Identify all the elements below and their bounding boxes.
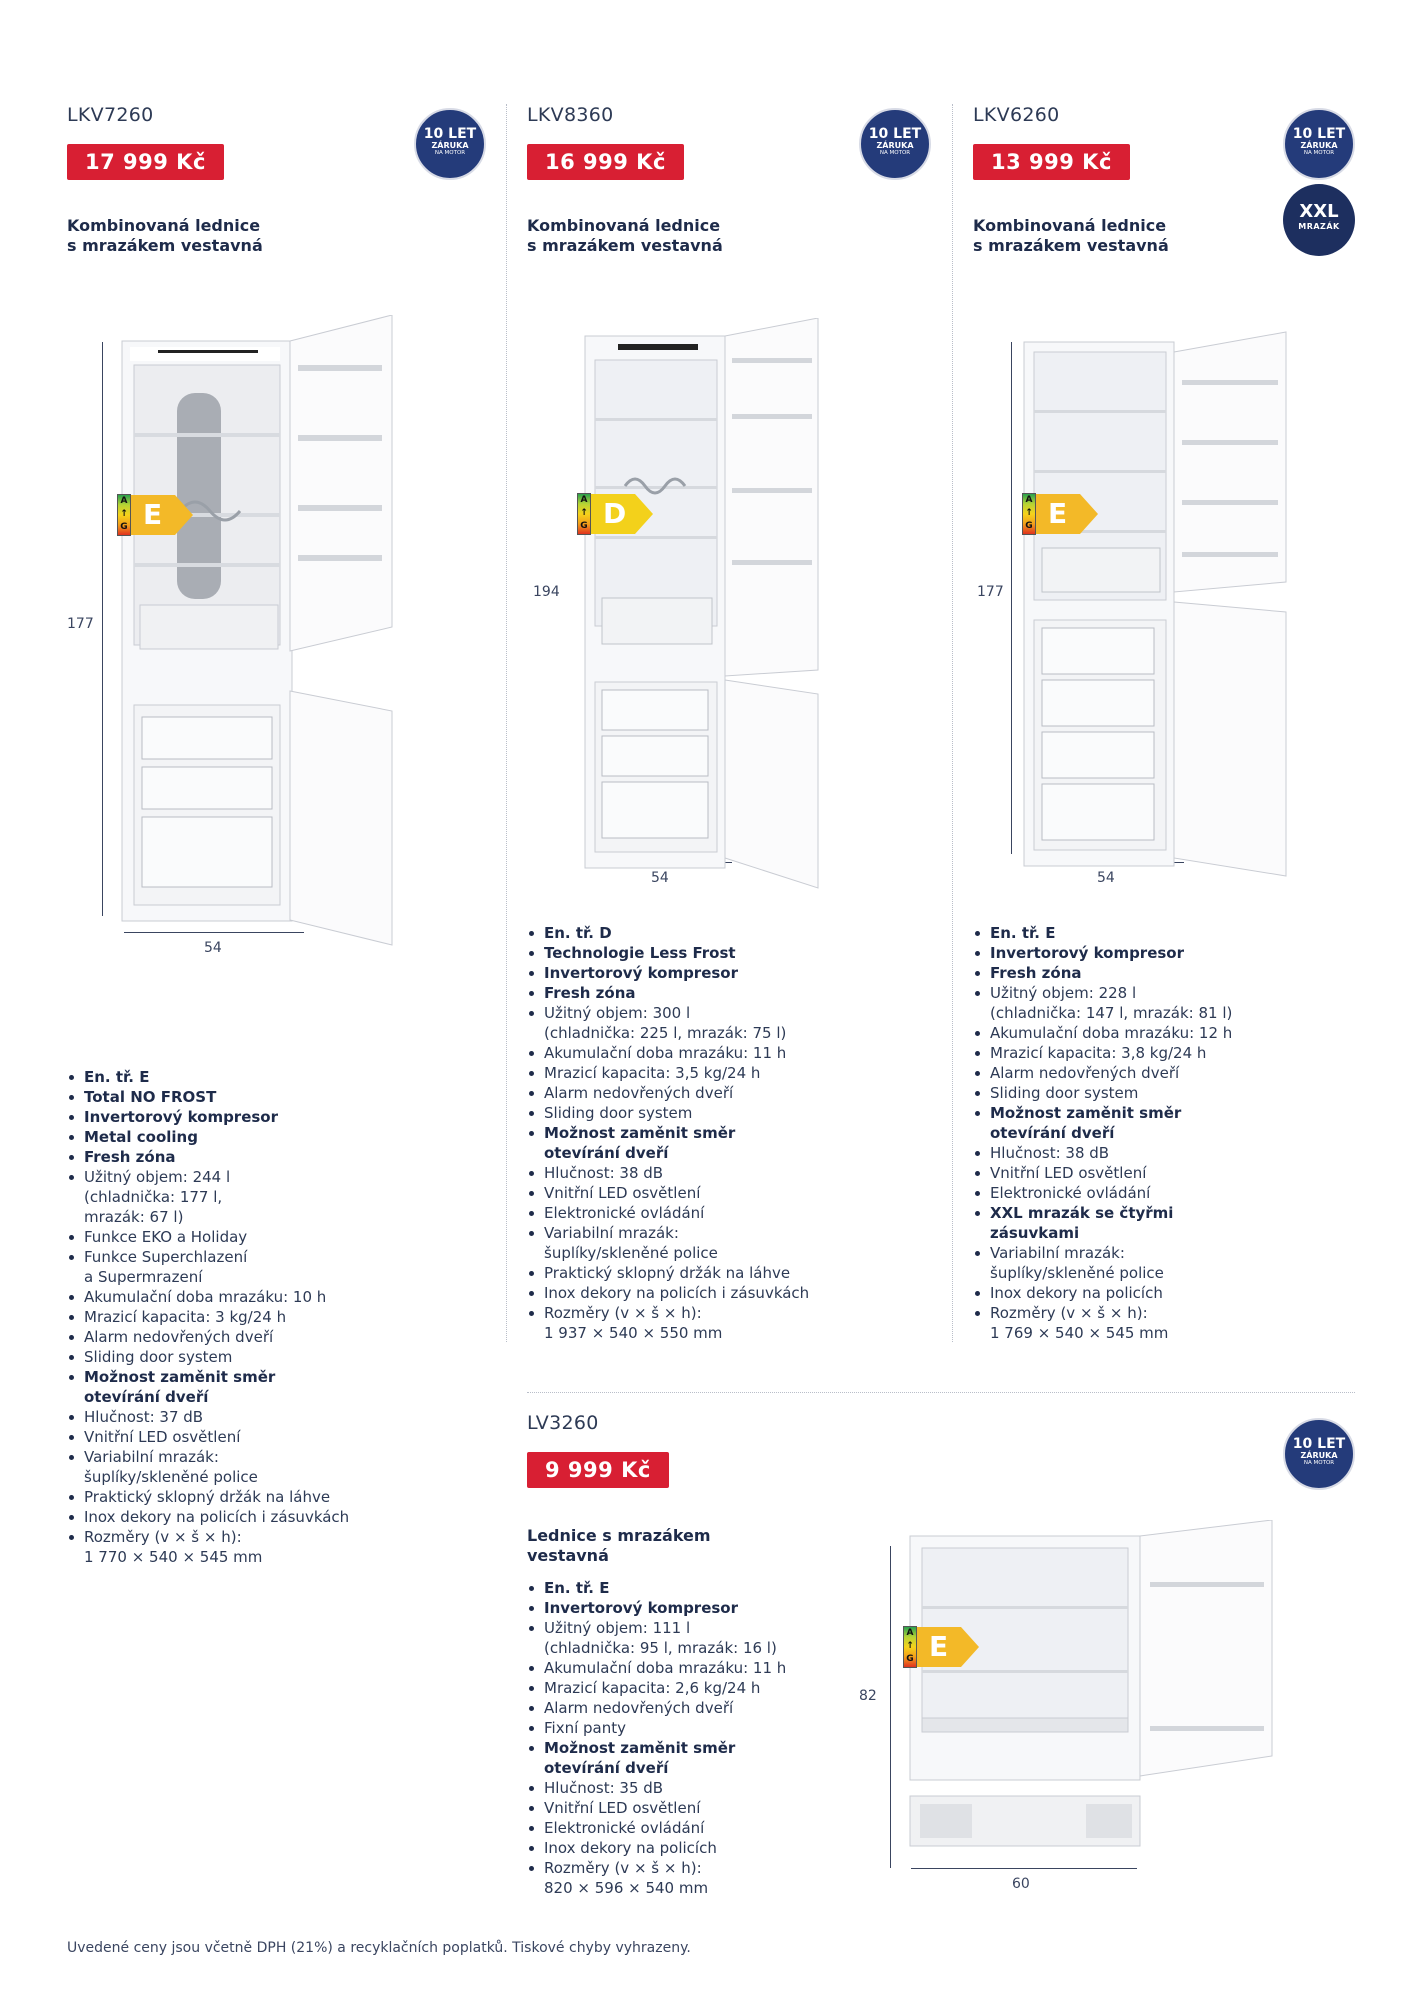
- warranty-badge-line1: 10 LET: [1292, 126, 1346, 142]
- feature-item: [67, 1107, 397, 1127]
- feature-text-continued: (chladnička: 225 l, mrazák: 75 l): [544, 1024, 787, 1042]
- feature-text: Praktický sklopný držák na láhve: [544, 1264, 791, 1282]
- feature-text: Inox dekory na policích: [544, 1839, 717, 1857]
- feature-item: [527, 1718, 857, 1738]
- feature-item: [67, 1087, 397, 1107]
- feature-text: Mrazicí kapacita: 3 kg/24 h: [84, 1308, 287, 1326]
- energy-scale-top: A: [580, 495, 588, 505]
- warranty-badge-line2: ZÁRUKA: [431, 141, 469, 150]
- feature-item: [527, 1183, 947, 1203]
- feature-text-continued: otevírání dveří: [990, 1124, 1115, 1142]
- warranty-badge-line1: 10 LET: [423, 126, 477, 142]
- feature-text: Rozměry (v × š × h):: [544, 1859, 702, 1877]
- feature-item: [973, 1103, 1303, 1143]
- feature-item: [527, 983, 947, 1003]
- energy-class-letter: E: [929, 1630, 949, 1663]
- energy-class-label: [1022, 493, 1102, 535]
- model-name: LKV6260: [973, 104, 1060, 126]
- feature-item: [67, 1527, 397, 1567]
- feature-item: [67, 1407, 397, 1427]
- model-name: LKV8360: [527, 104, 614, 126]
- feature-text: XXL mrazák se čtyřmi: [990, 1204, 1174, 1222]
- energy-class-label: [117, 494, 197, 536]
- feature-text: Invertorový kompresor: [544, 1599, 739, 1617]
- feature-text: En. tř. E: [544, 1579, 610, 1597]
- feature-text: Fresh zóna: [84, 1148, 176, 1166]
- feature-text-continued: (chladnička: 147 l, mrazák: 81 l): [990, 1004, 1233, 1022]
- feature-text: Akumulační doba mrazáku: 11 h: [544, 1044, 787, 1062]
- feature-text: Hlučnost: 38 dB: [990, 1144, 1110, 1162]
- feature-item: [67, 1167, 397, 1227]
- feature-item: [527, 1858, 857, 1898]
- feature-item: [527, 1778, 857, 1798]
- feature-item: [67, 1287, 397, 1307]
- xxl-badge-line2: MRAZÁK: [1298, 222, 1340, 231]
- warranty-badge-line3: NA MOTOR: [879, 150, 911, 156]
- feature-text: Vnitřní LED osvětlení: [84, 1428, 241, 1446]
- feature-text: Užitný objem: 111 l: [544, 1619, 691, 1637]
- energy-scale-icon: A ↑ G: [117, 494, 131, 536]
- feature-item: [527, 1678, 857, 1698]
- feature-text: Invertorový kompresor: [84, 1108, 279, 1126]
- feature-item: [527, 1083, 947, 1103]
- product-title: [973, 216, 1169, 256]
- feature-text-continued: šuplíky/skleněné police: [84, 1468, 258, 1486]
- feature-text-continued: a Supermrazení: [84, 1268, 203, 1286]
- feature-text: Možnost zaměnit směr: [84, 1368, 276, 1386]
- height-dimension-line: [1011, 342, 1012, 854]
- feature-text: Alarm nedovřených dveří: [84, 1328, 274, 1346]
- feature-item: [527, 1163, 947, 1183]
- product-title-line2: s mrazákem vestavná: [67, 236, 263, 255]
- warranty-badge-line3: NA MOTOR: [434, 150, 466, 156]
- feature-text-continued: šuplíky/skleněné police: [544, 1244, 718, 1262]
- height-dimension-label: 194: [533, 584, 560, 600]
- feature-text: En. tř. E: [990, 924, 1056, 942]
- product-title-line1: Kombinovaná lednice: [527, 216, 721, 235]
- feature-text: Variabilní mrazák:: [84, 1448, 219, 1466]
- feature-text-continued: otevírání dveří: [544, 1144, 669, 1162]
- feature-text-continued: 820 × 596 × 540 mm: [544, 1879, 709, 1897]
- warranty-badge-line2: ZÁRUKA: [1300, 141, 1338, 150]
- feature-item: [527, 923, 947, 943]
- feature-item: [527, 1103, 947, 1123]
- warranty-badge-icon: [1283, 1418, 1355, 1490]
- feature-item: [527, 1698, 857, 1718]
- feature-item: [67, 1227, 397, 1247]
- feature-text: Rozměry (v × š × h):: [990, 1304, 1148, 1322]
- feature-text: Inox dekory na policích i zásuvkách: [544, 1284, 810, 1302]
- feature-item: [973, 1043, 1303, 1063]
- feature-list: [973, 923, 1303, 1343]
- energy-scale-bottom: G: [906, 1654, 914, 1664]
- feature-item: [67, 1427, 397, 1447]
- price-tag: 16 999 Kč: [527, 144, 684, 180]
- warranty-badge-icon: [1283, 108, 1355, 180]
- feature-text: Elektronické ovládání: [990, 1184, 1151, 1202]
- product-title-line1: Kombinovaná lednice: [973, 216, 1167, 235]
- feature-text: Akumulační doba mrazáku: 12 h: [990, 1024, 1233, 1042]
- fridge-image: [906, 1520, 1274, 1860]
- product-title-line2: s mrazákem vestavná: [973, 236, 1169, 255]
- feature-item: [973, 1283, 1303, 1303]
- feature-item: [527, 1003, 947, 1043]
- feature-item: [67, 1067, 397, 1087]
- height-dimension-line: [890, 1546, 891, 1868]
- feature-text: Rozměry (v × š × h):: [544, 1304, 702, 1322]
- product-title-line2: vestavná: [527, 1546, 609, 1565]
- feature-item: [527, 1263, 947, 1283]
- width-dimension-label: 54: [204, 940, 222, 956]
- feature-item: [67, 1247, 397, 1287]
- feature-item: [973, 1143, 1303, 1163]
- feature-text-continued: šuplíky/skleněné police: [990, 1264, 1164, 1282]
- feature-text: Užitný objem: 228 l: [990, 984, 1137, 1002]
- feature-text: Fixní panty: [544, 1719, 627, 1737]
- feature-text: Vnitřní LED osvětlení: [544, 1184, 701, 1202]
- feature-text: Inox dekory na policích: [990, 1284, 1163, 1302]
- feature-text: Sliding door system: [990, 1084, 1139, 1102]
- energy-scale-top: A: [120, 496, 128, 506]
- warranty-badge-line3: NA MOTOR: [1303, 1460, 1335, 1466]
- feature-item: [67, 1347, 397, 1367]
- feature-item: [527, 1818, 857, 1838]
- footer-note: Uvedené ceny jsou včetně DPH (21%) a recyklačních poplatků. Tiskové chyby vyhrazeny.: [67, 1940, 691, 1956]
- feature-text: Inox dekory na policích i zásuvkách: [84, 1508, 350, 1526]
- model-name: LV3260: [527, 1412, 599, 1434]
- feature-text: Možnost zaměnit směr: [544, 1739, 736, 1757]
- feature-text: Akumulační doba mrazáku: 11 h: [544, 1659, 787, 1677]
- feature-text: Hlučnost: 37 dB: [84, 1408, 204, 1426]
- feature-text: Užitný objem: 244 l: [84, 1168, 231, 1186]
- feature-text: Funkce EKO a Holiday: [84, 1228, 248, 1246]
- feature-item: [527, 1283, 947, 1303]
- feature-text-continued: zásuvkami: [990, 1224, 1080, 1242]
- product-title: [67, 216, 263, 256]
- feature-text: Mrazicí kapacita: 3,8 kg/24 h: [990, 1044, 1207, 1062]
- price-tag: 13 999 Kč: [973, 144, 1130, 180]
- feature-item: [527, 1303, 947, 1343]
- width-dimension-label: 54: [1097, 870, 1115, 886]
- fridge-image: [120, 315, 395, 955]
- feature-text: Možnost zaměnit směr: [990, 1104, 1182, 1122]
- feature-text: Rozměry (v × š × h):: [84, 1528, 242, 1546]
- feature-item: [973, 923, 1303, 943]
- warranty-badge-icon: [414, 108, 486, 180]
- feature-list: [527, 1578, 857, 1898]
- feature-text: Vnitřní LED osvětlení: [990, 1164, 1147, 1182]
- feature-item: [67, 1327, 397, 1347]
- feature-text: Total NO FROST: [84, 1088, 217, 1106]
- energy-scale-top: A: [1025, 495, 1033, 505]
- feature-item: [973, 1243, 1303, 1283]
- feature-item: [67, 1507, 397, 1527]
- height-dimension-label: 82: [859, 1688, 877, 1704]
- feature-text-continued: 1 937 × 540 × 550 mm: [544, 1324, 723, 1342]
- xxl-badge-line1: XXL: [1299, 201, 1339, 222]
- feature-text-continued: 1 769 × 540 × 545 mm: [990, 1324, 1169, 1342]
- feature-text: Užitný objem: 300 l: [544, 1004, 691, 1022]
- feature-text-continued: 1 770 × 540 × 545 mm: [84, 1548, 263, 1566]
- feature-item: [527, 1203, 947, 1223]
- feature-item: [973, 1163, 1303, 1183]
- product-title: [527, 1526, 711, 1566]
- feature-text: Akumulační doba mrazáku: 10 h: [84, 1288, 327, 1306]
- height-dimension-line: [102, 342, 103, 916]
- energy-scale-icon: A ↑ G: [577, 493, 591, 535]
- price-tag: 17 999 Kč: [67, 144, 224, 180]
- feature-item: [67, 1487, 397, 1507]
- feature-item: [973, 1203, 1303, 1243]
- feature-text: Mrazicí kapacita: 3,5 kg/24 h: [544, 1064, 761, 1082]
- feature-text: Invertorový kompresor: [544, 964, 739, 982]
- energy-class-letter: E: [1048, 497, 1068, 530]
- feature-list: [527, 923, 947, 1343]
- warranty-badge-line2: ZÁRUKA: [1300, 1451, 1338, 1460]
- feature-item: [67, 1367, 397, 1407]
- feature-text: En. tř. E: [84, 1068, 150, 1086]
- feature-item: [527, 1618, 857, 1658]
- feature-item: [973, 1023, 1303, 1043]
- feature-item: [973, 1303, 1303, 1343]
- feature-text: Alarm nedovřených dveří: [544, 1084, 734, 1102]
- feature-item: [527, 1798, 857, 1818]
- product-title-line2: s mrazákem vestavná: [527, 236, 723, 255]
- feature-text: En. tř. D: [544, 924, 612, 942]
- model-name: LKV7260: [67, 104, 154, 126]
- feature-item: [67, 1447, 397, 1487]
- warranty-badge-icon: [859, 108, 931, 180]
- energy-scale-bottom: G: [120, 522, 128, 532]
- energy-class-letter: D: [603, 497, 627, 530]
- product-title: [527, 216, 723, 256]
- feature-text: Variabilní mrazák:: [990, 1244, 1125, 1262]
- feature-text: Funkce Superchlazení: [84, 1248, 248, 1266]
- feature-text: Metal cooling: [84, 1128, 198, 1146]
- column-divider: [952, 104, 953, 1342]
- energy-scale-icon: A ↑ G: [1022, 493, 1036, 535]
- height-dimension-label: 177: [67, 616, 94, 632]
- feature-text-continued: otevírání dveří: [544, 1759, 669, 1777]
- energy-class-label: [577, 493, 657, 535]
- width-dimension-line: [911, 1868, 1137, 1869]
- feature-item: [527, 1578, 857, 1598]
- feature-text: Fresh zóna: [544, 984, 636, 1002]
- feature-text-continued: (chladnička: 177 l,: [84, 1188, 223, 1206]
- warranty-badge-line1: 10 LET: [868, 126, 922, 142]
- feature-text: Možnost zaměnit směr: [544, 1124, 736, 1142]
- price-tag: 9 999 Kč: [527, 1452, 669, 1488]
- energy-scale-top: A: [906, 1628, 914, 1638]
- feature-text: Vnitřní LED osvětlení: [544, 1799, 701, 1817]
- fridge-image: [580, 318, 820, 890]
- section-divider: [527, 1392, 1355, 1393]
- feature-item: [973, 983, 1303, 1023]
- feature-text: Invertorový kompresor: [990, 944, 1185, 962]
- feature-item: [527, 1063, 947, 1083]
- energy-class-letter: E: [143, 498, 163, 531]
- feature-text-continued: mrazák: 67 l): [84, 1208, 184, 1226]
- width-dimension-label: 54: [651, 870, 669, 886]
- fridge-image: [1022, 330, 1290, 878]
- energy-class-label: [903, 1626, 983, 1668]
- feature-item: [67, 1147, 397, 1167]
- feature-item: [527, 1658, 857, 1678]
- energy-scale-bottom: G: [580, 521, 588, 531]
- feature-item: [527, 963, 947, 983]
- column-divider: [506, 104, 507, 1342]
- feature-item: [527, 1043, 947, 1063]
- energy-scale-bottom: G: [1025, 521, 1033, 531]
- feature-item: [973, 943, 1303, 963]
- feature-item: [527, 1123, 947, 1163]
- width-dimension-label: 60: [1012, 1876, 1030, 1892]
- feature-text: Praktický sklopný držák na láhve: [84, 1488, 331, 1506]
- feature-list: [67, 1067, 397, 1567]
- feature-text: Sliding door system: [84, 1348, 233, 1366]
- feature-item: [973, 1063, 1303, 1083]
- warranty-badge-line3: NA MOTOR: [1303, 150, 1335, 156]
- feature-item: [973, 963, 1303, 983]
- feature-text: Mrazicí kapacita: 2,6 kg/24 h: [544, 1679, 761, 1697]
- feature-item: [527, 1598, 857, 1618]
- feature-item: [527, 1838, 857, 1858]
- feature-text: Fresh zóna: [990, 964, 1082, 982]
- product-title-line1: Lednice s mrazákem: [527, 1526, 711, 1545]
- feature-item: [527, 943, 947, 963]
- feature-text: Technologie Less Frost: [544, 944, 736, 962]
- feature-item: [973, 1183, 1303, 1203]
- feature-text: Alarm nedovřených dveří: [544, 1699, 734, 1717]
- energy-scale-icon: A ↑ G: [903, 1626, 917, 1668]
- warranty-badge-line1: 10 LET: [1292, 1436, 1346, 1452]
- feature-text: Elektronické ovládání: [544, 1204, 705, 1222]
- warranty-badge-line2: ZÁRUKA: [876, 141, 914, 150]
- feature-text: Sliding door system: [544, 1104, 693, 1122]
- feature-item: [973, 1083, 1303, 1103]
- feature-text-continued: otevírání dveří: [84, 1388, 209, 1406]
- feature-text: Hlučnost: 35 dB: [544, 1779, 664, 1797]
- product-title-line1: Kombinovaná lednice: [67, 216, 261, 235]
- height-dimension-label: 177: [977, 584, 1004, 600]
- xxl-freezer-badge-icon: [1283, 184, 1355, 256]
- feature-text: Variabilní mrazák:: [544, 1224, 679, 1242]
- feature-item: [527, 1738, 857, 1778]
- feature-text: Alarm nedovřených dveří: [990, 1064, 1180, 1082]
- feature-item: [67, 1127, 397, 1147]
- feature-text: Elektronické ovládání: [544, 1819, 705, 1837]
- feature-text: Hlučnost: 38 dB: [544, 1164, 664, 1182]
- feature-item: [527, 1223, 947, 1263]
- feature-item: [67, 1307, 397, 1327]
- feature-text-continued: (chladnička: 95 l, mrazák: 16 l): [544, 1639, 777, 1657]
